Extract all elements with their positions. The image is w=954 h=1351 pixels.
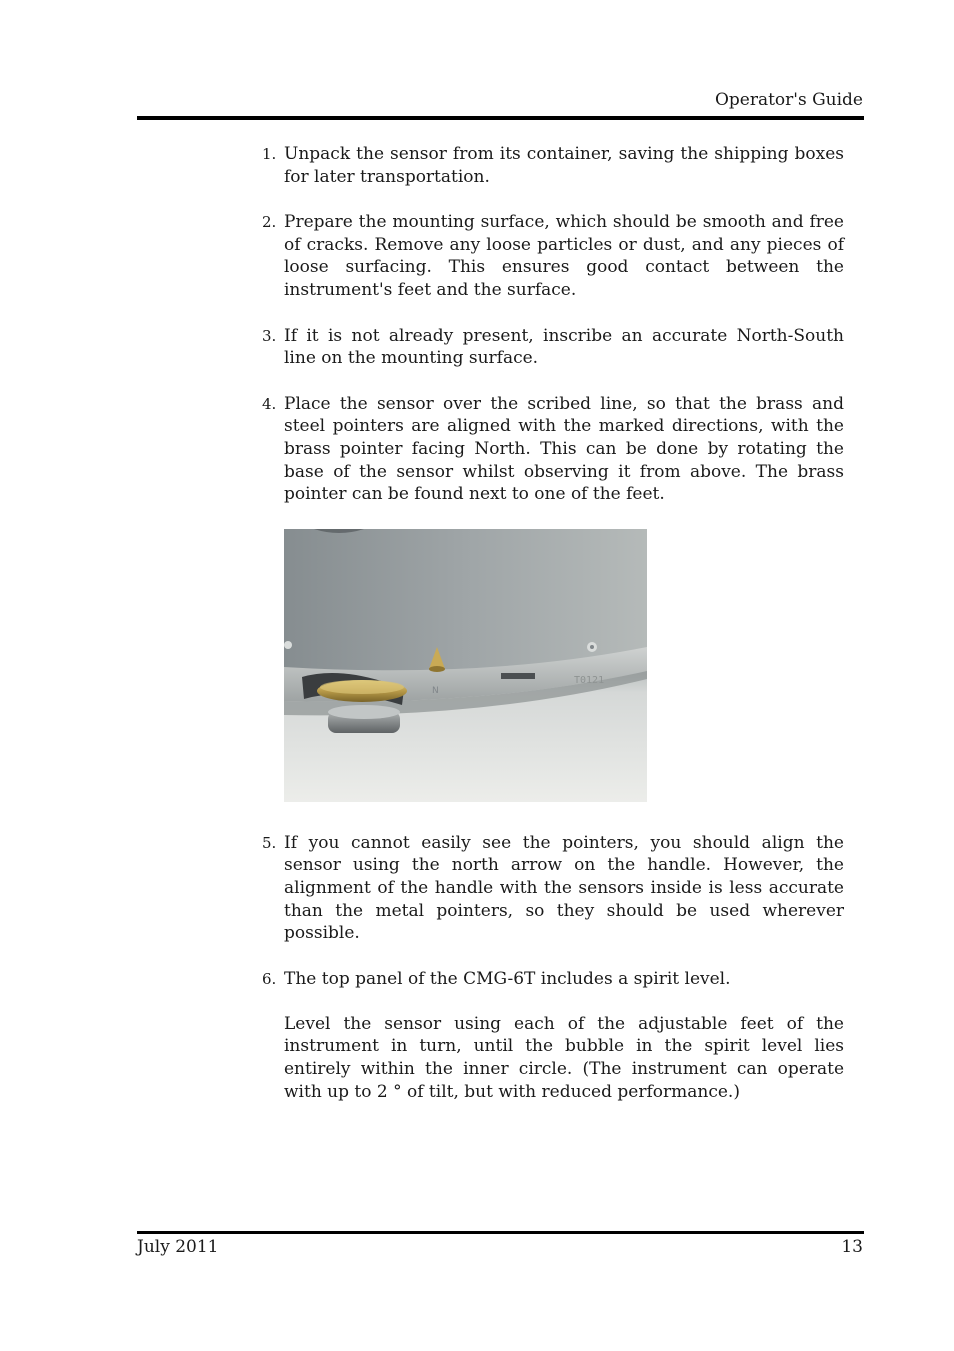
list-item: [262, 832, 844, 945]
step-text: Prepare the mounting surface, which should be smooth and free of cracks. Remove any loose particles or dust, and any pieces of loose surfacing. This ensures good contact between the instrument's feet and the surface.: [284, 212, 844, 300]
page-number: 13: [841, 1237, 863, 1257]
step-number: 3.: [262, 326, 277, 345]
footer-rule: [137, 1231, 864, 1234]
instructions-list: [262, 143, 844, 1126]
step-text: If it is not already present, inscribe an accurate North-South line on the mounting surface.: [284, 325, 844, 369]
step-number: 2.: [262, 213, 277, 232]
header-rule: [137, 116, 864, 120]
header-title: Operator's Guide: [714, 90, 863, 110]
step-text: The top panel of the CMG-6T includes a spirit level.: [284, 968, 731, 989]
sensor-base-photo: [284, 529, 647, 802]
step-text: Level the sensor using each of the adjustable feet of the instrument in turn, until the bubble in the spirit level lies entirely within the inner circle. (The instrument can operate with up to 2 ° of tilt, but with reduced performance.): [284, 1013, 844, 1102]
step-number: 1.: [262, 145, 277, 163]
list-item: [262, 211, 844, 301]
step-text: If you cannot easily see the pointers, you should align the sensor using the north arrow on the handle. However, the alignment of the handle with the sensors inside is less accurate than the metal pointers, so they should be used wherever possible.: [284, 832, 844, 944]
list-item: [262, 143, 844, 188]
list-item: [262, 325, 844, 370]
step-text: Place the sensor over the scribed line, so that the brass and steel pointers are aligned with the marked directions, with the brass pointer facing North. This can be done by rotating the base of the sensor whilst observing it from above. The brass pointer can be found next to one of the feet.: [284, 393, 844, 505]
engraved-serial: T0121: [574, 674, 605, 686]
step-text: Unpack the sensor from its container, saving the shipping boxes for later transportation.: [284, 144, 844, 187]
list-item: [262, 968, 844, 1104]
step-number: 4.: [262, 394, 277, 413]
step-number: 5.: [262, 833, 277, 852]
north-mark: N: [432, 685, 439, 696]
footer-date: July 2011: [137, 1237, 219, 1257]
list-item: [262, 393, 844, 506]
step-number: 6.: [262, 969, 277, 988]
